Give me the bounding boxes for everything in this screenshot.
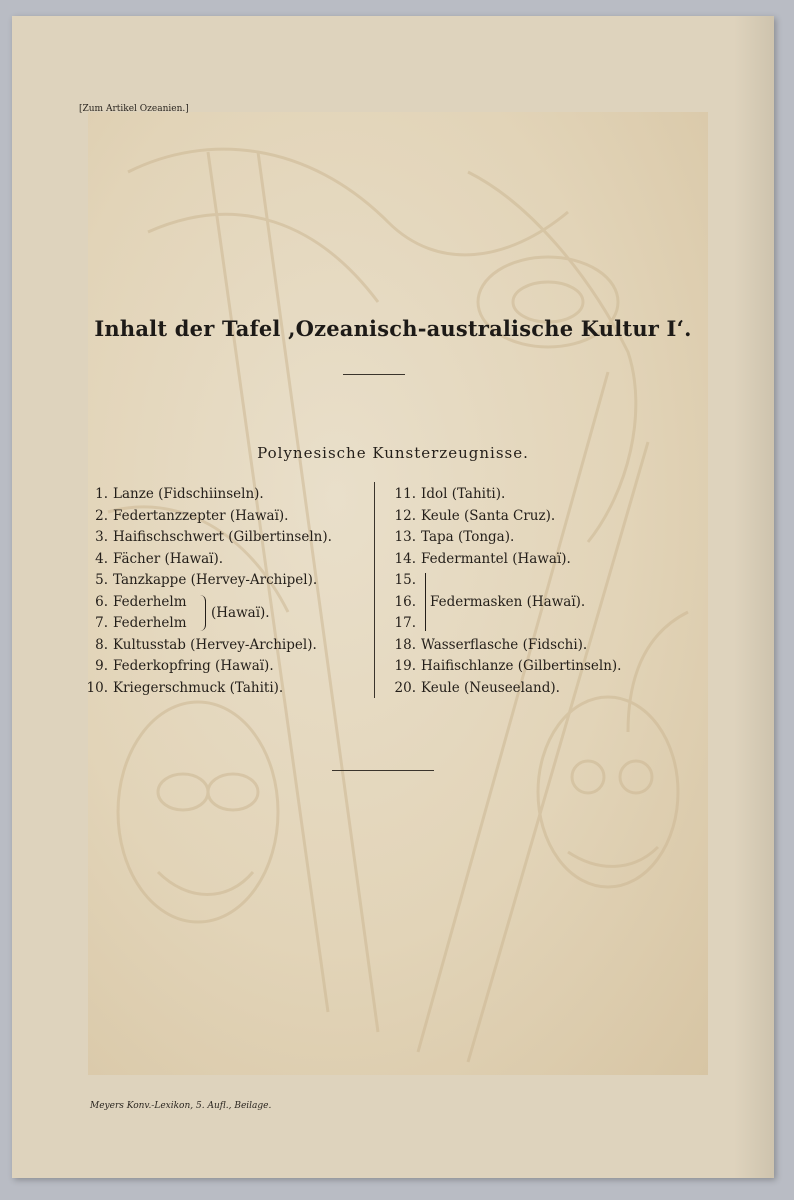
- item-number: 4.: [95, 550, 108, 567]
- item-text: Federhelm: [113, 615, 187, 631]
- list-item: [74, 656, 374, 678]
- item-number: 9.: [95, 658, 108, 674]
- item-number: 1.: [95, 486, 108, 502]
- grouping-brace: [199, 595, 206, 631]
- item-number: 13.: [394, 529, 416, 545]
- item-text: Tapa (Tonga).: [421, 529, 515, 545]
- printed-page: [12, 16, 774, 1178]
- list-item: [382, 484, 672, 506]
- list-item: [74, 484, 374, 506]
- item-number: 16.: [394, 593, 416, 610]
- item-text: Idol (Tahiti).: [421, 486, 506, 502]
- group-label: (Hawaï).: [211, 604, 270, 621]
- list-item: [382, 635, 672, 657]
- item-number: 14.: [394, 550, 416, 567]
- item-text: Wasserflasche (Fidschi).: [421, 636, 588, 653]
- item-text: Lanze (Fidschiinseln).: [113, 486, 264, 502]
- item-number: 3.: [95, 529, 108, 545]
- item-text: Fächer (Hawaï).: [113, 550, 224, 567]
- list-item: [74, 570, 374, 592]
- list-item: [74, 635, 374, 657]
- item-number: 12.: [394, 507, 416, 524]
- column-divider: [374, 482, 375, 698]
- publication-footer: Meyers Konv.-Lexikon, 5. Aufl., Beilage.: [90, 1101, 272, 1111]
- section-subtitle: Polynesische Kunsterzeugnisse.: [257, 444, 529, 462]
- list-item: [74, 506, 374, 528]
- item-text: Federtanzzepter (Hawaï).: [113, 507, 289, 524]
- item-text: Federmantel (Hawaï).: [421, 550, 571, 567]
- item-text: Federhelm: [113, 593, 187, 610]
- list-item: [382, 656, 672, 678]
- list-item: [382, 549, 672, 571]
- item-number: 15.: [394, 572, 416, 588]
- item-number: 20.: [394, 679, 416, 696]
- page-edge-shading: [734, 16, 774, 1178]
- closing-separator-rule: [332, 770, 434, 771]
- item-text: Haifischlanze (Gilbertinseln).: [421, 658, 622, 674]
- title-separator-rule: [343, 374, 405, 375]
- item-number: 5.: [95, 572, 108, 588]
- article-reference-note: [Zum Artikel Ozeanien.]: [79, 104, 189, 114]
- list-item: [74, 678, 374, 700]
- contents-list-right: [382, 484, 672, 699]
- item-number: 7.: [95, 615, 108, 631]
- item-text: Keule (Santa Cruz).: [421, 507, 556, 524]
- list-item: [382, 678, 672, 700]
- list-item: [382, 506, 672, 528]
- page-title: Inhalt der Tafel ,Ozeanisch-australische Kultur I‘.: [94, 316, 692, 341]
- item-number: 18.: [394, 636, 416, 653]
- item-number: 17.: [394, 615, 416, 631]
- grouped-items-feather-masks: [382, 570, 672, 635]
- grouping-brace: [420, 573, 426, 631]
- item-text: Keule (Neuseeland).: [421, 679, 560, 696]
- item-text: Federkopfring (Hawaï).: [113, 658, 274, 674]
- item-text: Tanzkappe (Hervey-Archipel).: [113, 572, 318, 588]
- item-number: 6.: [95, 593, 108, 610]
- item-number: 10.: [86, 679, 108, 696]
- item-number: 19.: [394, 658, 416, 674]
- grouped-items-feather-helmets: [74, 592, 374, 635]
- item-text: Haifischschwert (Gilbertinseln).: [113, 529, 332, 545]
- item-text: Kultusstab (Hervey-Archipel).: [113, 636, 317, 653]
- list-item: [74, 527, 374, 549]
- item-number: 2.: [95, 507, 108, 524]
- item-number: 8.: [95, 636, 108, 653]
- group-label: Federmasken (Hawaï).: [430, 594, 586, 610]
- list-item: [74, 549, 374, 571]
- list-item: [382, 527, 672, 549]
- item-text: Kriegerschmuck (Tahiti).: [113, 679, 284, 696]
- contents-list-left: [74, 484, 374, 699]
- item-number: 11.: [394, 486, 416, 502]
